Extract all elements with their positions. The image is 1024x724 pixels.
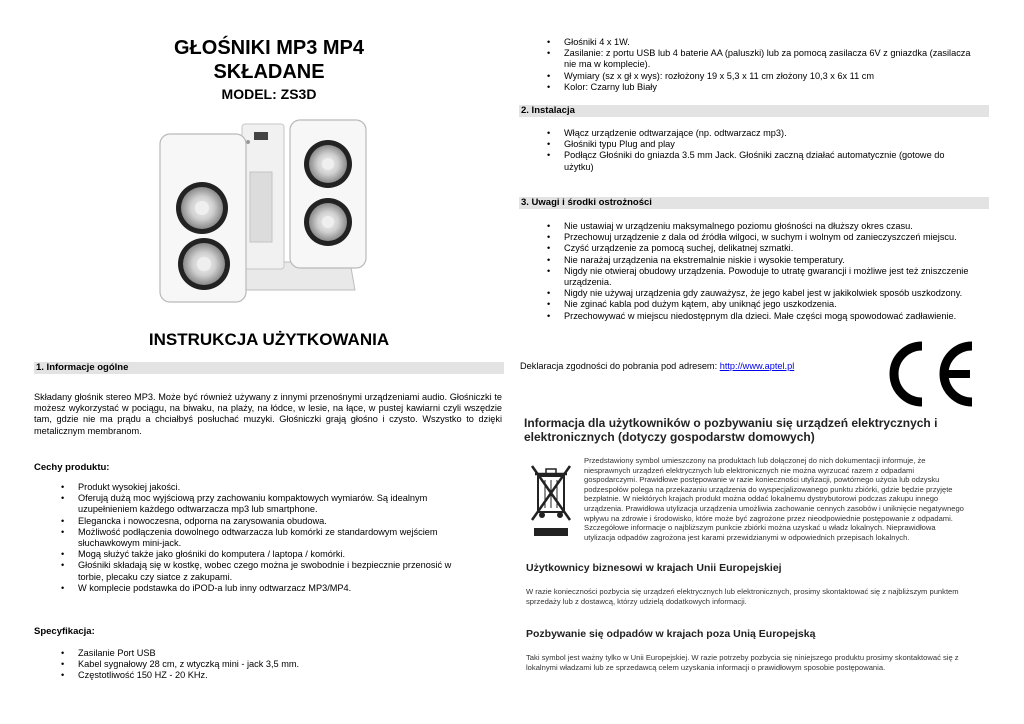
spec-label: Specyfikacja: [34,626,95,637]
list-item: • Mogą służyć także jako głośniki do komputera / laptopa / komórki. [58,549,478,560]
list-item: • Kolor: Czarny lub Biały [544,82,974,93]
list-item: • Nie ustawiaj w urządzeniu maksymalnego poziomu głośności na dłuższy okres czasu. [544,221,989,232]
list-item: • Nigdy nie otwieraj obudowy urządzenia. Powoduje to utratę gwarancji i możliwe jest też zniszczenie urządzenia. [544,266,989,288]
list-item: • Głośniki typu Plug and play [544,139,974,150]
list-item: • Zasilanie: z portu USB lub 4 baterie AA (paluszki) lub za pomocą zasilacza 6V z gniazdka (zasilacza nie ma w komplecie). [544,48,974,70]
section-2-heading: 2. Instalacja [519,105,989,117]
weee-outside-title: Pozbywanie się odpadów w krajach poza Unią Europejską [526,628,816,640]
list-item: • Kabel sygnałowy 28 cm, z wtyczką mini - jack 3,5 mm. [58,659,478,670]
list-item: • Głośniki 4 x 1W. [544,37,974,48]
list-item: • Elegancka i nowoczesna, odporna na zarysowania obudowa. [58,516,478,527]
features-list [58,482,478,594]
weee-outside-body: Taki symbol jest ważny tylko w Unii Europejskiej. W razie potrzeby pozbycia się niniejszego produktu prosimy skontaktować się z lokalnymi władzami lub ze sprzedawcą celem uzyskania informacji o prawidłowym sposobie postępowania. [526,653,959,672]
weee-business-body: W razie konieczności pozbycia się urządzeń elektrycznych lub elektronicznych, prosimy skontaktować się z najbliższym punktem sprzedaży lub z dostawcą, którzy udzielą dodatkowych informacji. [526,587,959,606]
spec-continued-list [544,37,974,93]
section-1-heading: 1. Informacje ogólne [34,362,504,374]
list-item: • Przechowuj urządzenie z dala od źródła wilgoci, w suchym i wolnym od zanieczyszczeń miejscu. [544,232,989,243]
precautions-list [544,221,989,322]
list-item: • Nie narażaj urządzenia na ekstremalnie niskie i wysokie temperatury. [544,255,989,266]
crossed-bin-icon [530,462,574,542]
list-item: • Produkt wysokiej jakości. [58,482,478,493]
title-line-1: GŁOŚNIKI MP3 MP4 [173,37,365,59]
instructions-title: INSTRUKCJA UŻYTKOWANIA [148,330,390,349]
section-3-heading: 3. Uwagi i środki ostrożności [519,197,989,209]
speaker-product-image [150,112,372,312]
list-item: • Włącz urządzenie odtwarzające (np. odtwarzacz mp3). [544,128,974,139]
installation-list [544,128,974,173]
list-item: • Nigdy nie używaj urządzenia gdy zauważysz, że jego kabel jest w jakikolwiek sposób uszkodzony. [544,288,989,299]
declaration-text: Deklaracja zgodności do pobrania pod adresem: [520,361,720,371]
list-item: • Częstotliwość 150 HZ - 20 KHz. [58,670,478,681]
weee-business-title: Użytkownicy biznesowi w krajach Unii Europejskiej [526,562,782,574]
features-label: Cechy produktu: [34,462,110,473]
ce-mark-icon [878,338,978,410]
list-item: • Zasilanie Port USB [58,648,478,659]
intro-paragraph: Składany głośnik stereo MP3. Może być również używany z innymi przenośnymi urządzeniami audio. Głośniczki te możesz wykorzystać w pociągu, na biwaku, na plaży, na łódce, w lesie, na łące, w pustej kawiarni czyli wszędzie tam, gdzie nie ma prądu a chciałbyś posłuchać muzyki. Głośniczki grają głośno i czysto. Wszystko to dzięki metalicznym membranom. [34,392,502,436]
declaration-link[interactable]: http://www.aptel.pl [719,361,795,371]
weee-body: Przedstawiony symbol umieszczony na produktach lub dołączonej do nich dokumentacji informuje, że niesprawnych urządzeń elektrycznych lub elektronicznych nie można wyrzucać razem z odpadami gospodarczymi. Prawidłowe postępowanie w razie konieczności utylizacji, powtórnego użycia lub odzysku podzespołów polega na przekazaniu urządzenia do wyspecjalizowanego punktu zbiórki, gdzie będzie przyjęte bezpłatnie. W niektórych krajach produkt można oddać lokalnemu dystrybutorowi podczas zakupu innego urządzenia. Prawidłowa utylizacja urządzenia umożliwia zachowanie cennych zasobów i uniknięcie negatywnego wpływu na zdrowie i środowisko, które może być zagrożone przez nieodpowiednie postępowanie z odpadami. Szczegółowe informacje o najbliższym punkcie zbiórki można uzyskać u władz lokalnych. Nieprawidłowa utylizacja odpadów zagrożona jest karami przewidzianymi w odpowiednich przepisach lokalnych. [584,456,964,542]
list-item: • Czyść urządzenie za pomocą suchej, delikatnej szmatki. [544,243,989,254]
list-item: • Przechowywać w miejscu niedostępnym dla dzieci. Małe części mogą spowodować zadławienie. [544,311,989,322]
list-item: • W komplecie podstawka do iPOD-a lub inny odtwarzacz MP3/MP4. [58,583,478,594]
model-label: MODEL: ZS3D [221,86,317,102]
list-item: • Oferują dużą moc wyjściową przy zachowaniu kompaktowych wymiarów. Są idealnym uzupełnieniem każdego odtwarzacza mp3 lub smartphone. [58,493,478,515]
title-line-2: SKŁADANE [213,61,325,83]
spec-list [58,648,478,682]
list-item: • Wymiary (sz x gł x wys): rozłożony 19 x 5,3 x 11 cm złożony 10,3 x 6x 11 cm [544,71,974,82]
list-item: • Głośniki składają się w kostkę, wobec czego można je swobodnie i bezpiecznie przenosić w torbie, plecaku czy siatce z zakupami. [58,560,478,582]
weee-title: Informacja dla użytkowników o pozbywaniu się urządzeń elektrycznych i elektronicznych (dotyczy gospodarstw domowych) [524,416,938,444]
list-item: • Możliwość podłączenia dowolnego odtwarzacza lub komórki ze standardowym wejściem słuchawkowym mini-jack. [58,527,478,549]
declaration-line [520,361,860,372]
list-item: • Nie zginać kabla pod dużym kątem, aby uniknąć jego uszkodzenia. [544,299,989,310]
list-item: • Podłącz Głośniki do gniazda 3.5 mm Jack. Głośniki zaczną działać automatycznie (gotowe do użytku) [544,150,974,172]
